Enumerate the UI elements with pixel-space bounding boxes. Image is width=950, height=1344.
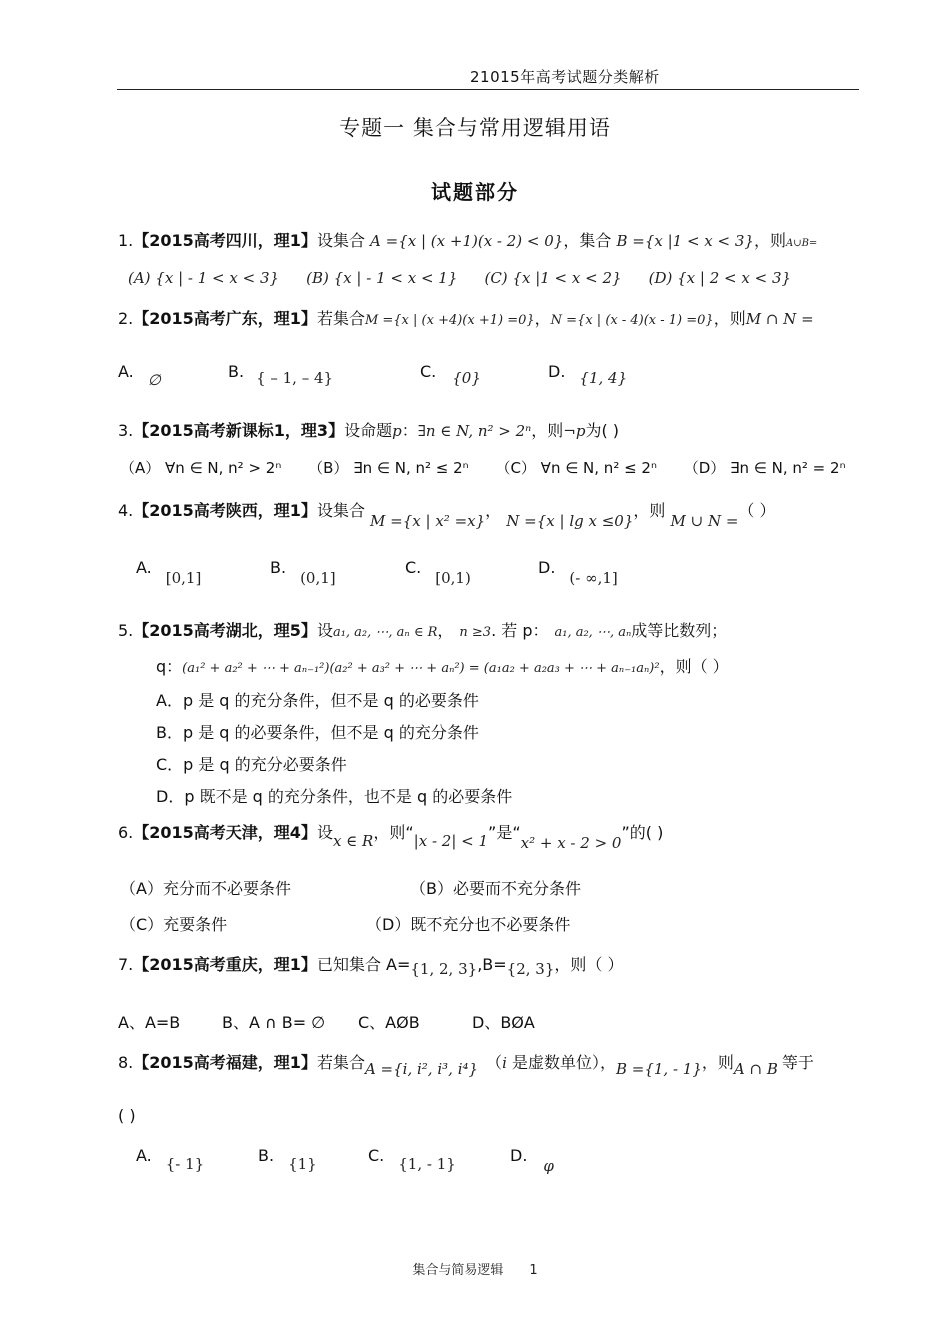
question-7-option-a: A、A=B bbox=[118, 1013, 181, 1032]
question-4-option-c: C.[0,1) bbox=[405, 558, 471, 587]
page-footer bbox=[0, 1259, 950, 1278]
question-4-option-d: D.(- ∞,1] bbox=[538, 558, 618, 587]
math-expression: A ={i, i², i³, i⁴} bbox=[364, 1060, 479, 1078]
math-expression: n ≥3 bbox=[459, 625, 492, 640]
question-8-option-b: B. {1} bbox=[258, 1146, 317, 1173]
question-source: 【2015高考重庆，理1】 bbox=[133, 955, 317, 974]
question-7-option-c: C、AØB bbox=[358, 1013, 420, 1032]
question-2-option-c: C. {0} bbox=[420, 362, 481, 387]
math-expression: {2, 3} bbox=[506, 960, 555, 978]
question-5-option-b: B．p 是 q 的必要条件，但不是 q 的充分条件 bbox=[156, 723, 479, 742]
header-rule bbox=[117, 89, 859, 90]
math-expression: a₁, a₂, ⋯, aₙ bbox=[554, 625, 632, 640]
question-source: 【2015高考湖北，理5】 bbox=[133, 621, 317, 640]
question-4-option-b: B.(0,1] bbox=[270, 558, 336, 587]
question-8-stem: 8.【2015高考福建，理1】若集合A ={i, i², i³, i⁴} （i 是虚数单位），B ={1, - 1}，则A ∩ B 等于 bbox=[118, 1053, 814, 1078]
option-d: (D) {x | 2 < x < 3} bbox=[648, 269, 792, 287]
option-b: (B) {x | - 1 < x < 1} bbox=[306, 269, 458, 287]
math-expression: M ={x | (x +4)(x +1) =0} bbox=[364, 313, 535, 328]
math-expression: B ={1, - 1} bbox=[615, 1060, 702, 1078]
question-8-option-c: C. {1, - 1} bbox=[368, 1146, 456, 1173]
question-3-options bbox=[120, 457, 846, 478]
question-5-option-c: C．p 是 q 的充分必要条件 bbox=[156, 755, 347, 774]
math-expression: N ={x | (x - 4)(x - 1) =0} bbox=[550, 313, 714, 328]
question-8-option-a: A. {- 1} bbox=[136, 1146, 205, 1173]
question-source: 【2015高考新课标1，理3】 bbox=[133, 421, 345, 440]
question-7-option-b: B、A ∩ B= ∅ bbox=[222, 1013, 326, 1032]
math-expression: B ={x |1 < x < 3} bbox=[616, 232, 754, 250]
option-c: (C) {x |1 < x < 2} bbox=[484, 269, 622, 287]
question-5-option-a: A．p 是 q 的充分条件，但不是 q 的必要条件 bbox=[156, 691, 479, 710]
math-expression: M ∪ N = bbox=[670, 512, 739, 530]
math-expression: A ∩ B bbox=[733, 1060, 778, 1078]
question-7-stem: 7.【2015高考重庆，理1】已知集合 A={1, 2, 3},B={2, 3}，则（ ） bbox=[118, 955, 624, 978]
math-expression: N ={x | lg x ≤0} bbox=[506, 512, 634, 530]
document-title: 专题一 集合与常用逻辑用语 bbox=[339, 116, 611, 140]
question-1-stem: 1.【2015高考四川，理1】设集合 A ={x | (x +1)(x - 2) < 0}，集合 B ={x |1 < x < 3}，则A∪B= bbox=[118, 231, 818, 250]
question-4-option-a: A.[0,1] bbox=[136, 558, 202, 587]
section-subtitle: 试题部分 bbox=[431, 180, 519, 204]
question-source: 【2015高考陕西，理1】 bbox=[133, 501, 317, 520]
option-a: (A) {x | - 1 < x < 3} bbox=[128, 269, 280, 287]
footer-label: 集合与简易逻辑 bbox=[412, 1263, 504, 1278]
question-2-option-d: D. {1, 4} bbox=[548, 362, 628, 387]
question-5-condition-q: q：(a₁² + a₂² + ⋯ + aₙ₋₁²)(a₂² + a₃² + ⋯ + aₙ²) = (a₁a₂ + a₂a₃ + ⋯ + aₙ₋₁aₙ)²，则（ ） bbox=[156, 657, 729, 676]
question-6-stem: 6.【2015高考天津，理4】设x ∈ R，则“|x - 2| < 1”是“x² + x - 2 > 0”的( ) bbox=[118, 823, 664, 852]
option-c: （C） ∀n ∈ N, n² ≤ 2ⁿ bbox=[495, 459, 657, 477]
question-2-option-b: B. { – 1, – 4} bbox=[228, 362, 334, 387]
math-expression: |x - 2| < 1 bbox=[413, 832, 489, 850]
running-header: 21015年高考试题分类解析 bbox=[470, 68, 660, 86]
question-2-option-a: A. ∅ bbox=[118, 362, 161, 389]
option-d: （D） ∃n ∈ N, n² = 2ⁿ bbox=[683, 459, 846, 477]
question-3-stem: 3.【2015高考新课标1，理3】设命题p：∃n ∈ N, n² > 2ⁿ，则¬p为( ) bbox=[118, 421, 620, 440]
question-6-option-d: （D）既不充分也不必要条件 bbox=[366, 915, 571, 934]
question-5-stem: 5.【2015高考湖北，理5】设a₁, a₂, ⋯, aₙ ∈ R， n ≥3. 若 p： a₁, a₂, ⋯, aₙ成等比数列； bbox=[118, 621, 728, 640]
math-expression: a₁, a₂, ⋯, aₙ ∈ R bbox=[332, 625, 438, 640]
question-8-option-d: D.φ bbox=[510, 1146, 554, 1175]
math-expression: A ={x | (x +1)(x - 2) < 0} bbox=[370, 232, 564, 250]
question-1-options bbox=[128, 268, 791, 287]
option-b: （B） ∃n ∈ N, n² ≤ 2ⁿ bbox=[308, 459, 469, 477]
question-6-option-a: （A）充分而不必要条件 bbox=[120, 879, 291, 898]
option-a: （A） ∀n ∈ N, n² > 2ⁿ bbox=[120, 459, 282, 477]
question-source: 【2015高考天津，理4】 bbox=[133, 823, 317, 842]
math-expression: A∪B= bbox=[785, 238, 818, 249]
math-expression: {1, 2, 3} bbox=[410, 960, 478, 978]
question-7-option-d: D、BØA bbox=[472, 1013, 535, 1032]
page-number: 1 bbox=[529, 1263, 538, 1278]
math-expression: (a₁² + a₂² + ⋯ + aₙ₋₁²)(a₂² + a₃² + ⋯ + aₙ²) = (a₁a₂ + a₂a₃ + ⋯ + aₙ₋₁aₙ)² bbox=[182, 661, 660, 676]
question-5-option-d: D．p 既不是 q 的充分条件，也不是 q 的必要条件 bbox=[156, 787, 513, 806]
math-expression: x ∈ R bbox=[332, 832, 374, 850]
question-source: 【2015高考四川，理1】 bbox=[133, 231, 317, 250]
question-4-stem: 4.【2015高考陕西，理1】设集合 M ={x | x² =x}， N ={x | lg x ≤0}，则 M ∪ N =（ ） bbox=[118, 501, 776, 530]
question-source: 【2015高考广东，理1】 bbox=[133, 309, 317, 328]
question-6-option-b: （B）必要而不充分条件 bbox=[410, 879, 581, 898]
question-8-paren: ( ) bbox=[118, 1106, 136, 1125]
question-6-option-c: （C）充要条件 bbox=[120, 915, 228, 934]
question-source: 【2015高考福建，理1】 bbox=[133, 1053, 317, 1072]
question-2-stem: 2.【2015高考广东，理1】若集合M ={x | (x +4)(x +1) =0}，N ={x | (x - 4)(x - 1) =0}，则M ∩ N = bbox=[118, 309, 814, 328]
math-expression: M ={x | x² =x} bbox=[370, 512, 486, 530]
math-expression: M ∩ N = bbox=[745, 310, 814, 328]
math-expression: x² + x - 2 > 0 bbox=[520, 834, 622, 852]
math-expression: ∃n ∈ N, n² > 2ⁿ bbox=[417, 422, 532, 440]
